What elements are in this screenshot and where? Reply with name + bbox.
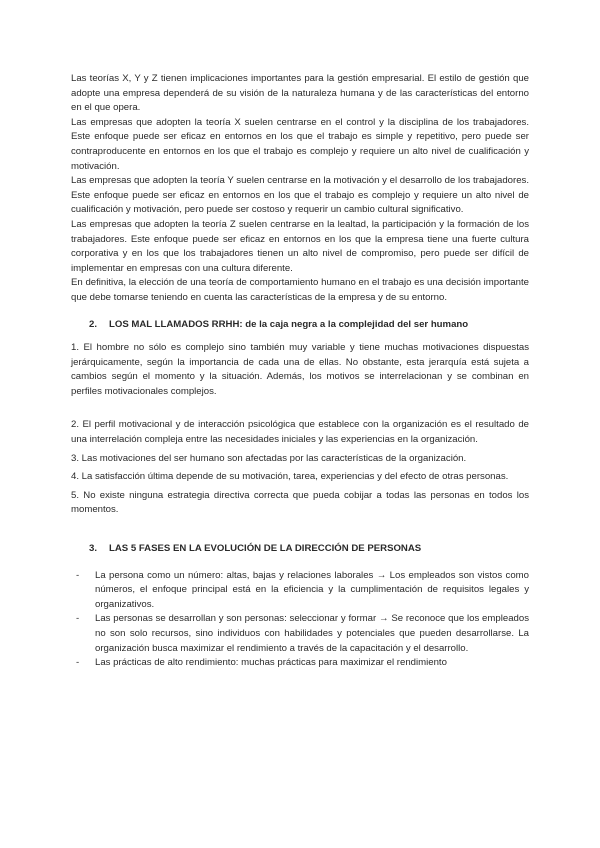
section-3-number: 3. [89, 543, 98, 555]
list-item: 4. La satisfacción última depende de su motivación, tarea, experiencias y del efecto de otras personas. [71, 471, 509, 483]
intro-paragraph: Las empresas que adopten la teoría X suelen centrarse en el control y la disciplina de los trabajadores. Este enfoque puede ser eficaz en entornos en los que el trabajo es simple y repetitivo, pero puede ser contraproducente en entornos en los que el trabajo es complejo y requiere un alto nivel de cualificación y motivación. [71, 116, 529, 172]
section-2-title: LOS MAL LLAMADOS RRHH: de la caja negra a la complejidad del ser humano [109, 318, 469, 330]
intro-section [71, 72, 529, 306]
list-item-text: La persona como un número: altas, bajas y relaciones laborales → Los empleados son vistos como números, el enfoque principal está en la eficiencia y la cumplimentación de requisitos legales y organizativos. [95, 569, 529, 610]
intro-paragraph: Las empresas que adopten la teoría Y suelen centrarse en la motivación y el desarrollo de los trabajadores. Este enfoque puede ser eficaz en entornos en los que el trabajo es complejo y requiere un alto nivel de cualificación y motivación, pero puede ser costoso y requerir un cambio cultural significativo. [71, 175, 529, 216]
list-item: 5. No existe ninguna estrategia directiva correcta que pueda cobijar a todas las personas en todos los momentos. [71, 489, 529, 516]
intro-paragraph: En definitiva, la elección de una teoría de comportamiento humano en el trabajo es una decisión importante que debe tomarse teniendo en cuenta las características de la empresa y de su entorno. [71, 277, 529, 303]
list-item-text: Las personas se desarrollan y son personas: seleccionar y formar → Se reconoce que los empleados no son solo recursos, sino individuos con habilidades y potenciales que pueden desarrollarse. La organización busca maximizar el rendimiento a través de la capacitación y el desarrollo. [95, 613, 529, 654]
section-2-list [71, 341, 529, 518]
dash-bullet: - [76, 569, 80, 581]
list-item [76, 656, 529, 671]
section-2-heading [71, 318, 529, 333]
intro-paragraph: Las empresas que adopten la teoría Z suelen centrarse en la lealtad, la participación y la formación de los trabajadores. Este enfoque puede ser eficaz en entornos en los que la empresa tiene una fuerte cultura corporativa y en los que los trabajadores tienen un alto nivel de compromiso, pero puede ser difícil de implementar en empresas con una cultura diferente. [71, 218, 529, 274]
list-item: 2. El perfil motivacional y de interacción psicológica que establece con la organización es el resultado de una interrelación compleja entre las necesidades iniciales y las experiencias en la organización. [71, 419, 529, 446]
list-item: 3. Las motivaciones del ser humano son afectadas por las características de la organización. [71, 452, 467, 464]
dash-bullet: - [76, 657, 80, 669]
list-item: 1. El hombre no sólo es complejo sino también muy variable y tiene muchas motivaciones dispuestas jerárquicamente, según la importancia de cada una de ellas. No obstante, esta jerarquía está sujeta a cambios según el momento y la situación. Además, los motivos se interrelacionan y se combinan en perfiles motivacionales complejos. [71, 342, 529, 397]
list-item [76, 612, 529, 656]
dash-bullet: - [76, 613, 80, 625]
list-item [76, 569, 529, 613]
section-3-list [71, 569, 529, 671]
section-3-heading [71, 542, 529, 557]
section-2-number: 2. [89, 318, 98, 330]
section-3-title: LAS 5 FASES EN LA EVOLUCIÓN DE LA DIRECCIÓN DE PERSONAS [109, 543, 422, 555]
list-item-text: Las prácticas de alto rendimiento: muchas prácticas para maximizar el rendimiento [95, 657, 447, 669]
intro-paragraph: Las teorías X, Y y Z tienen implicaciones importantes para la gestión empresarial. El estilo de gestión que adopte una empresa dependerá de su visión de la naturaleza humana y de las características del entorno en el que opera. [71, 73, 529, 114]
